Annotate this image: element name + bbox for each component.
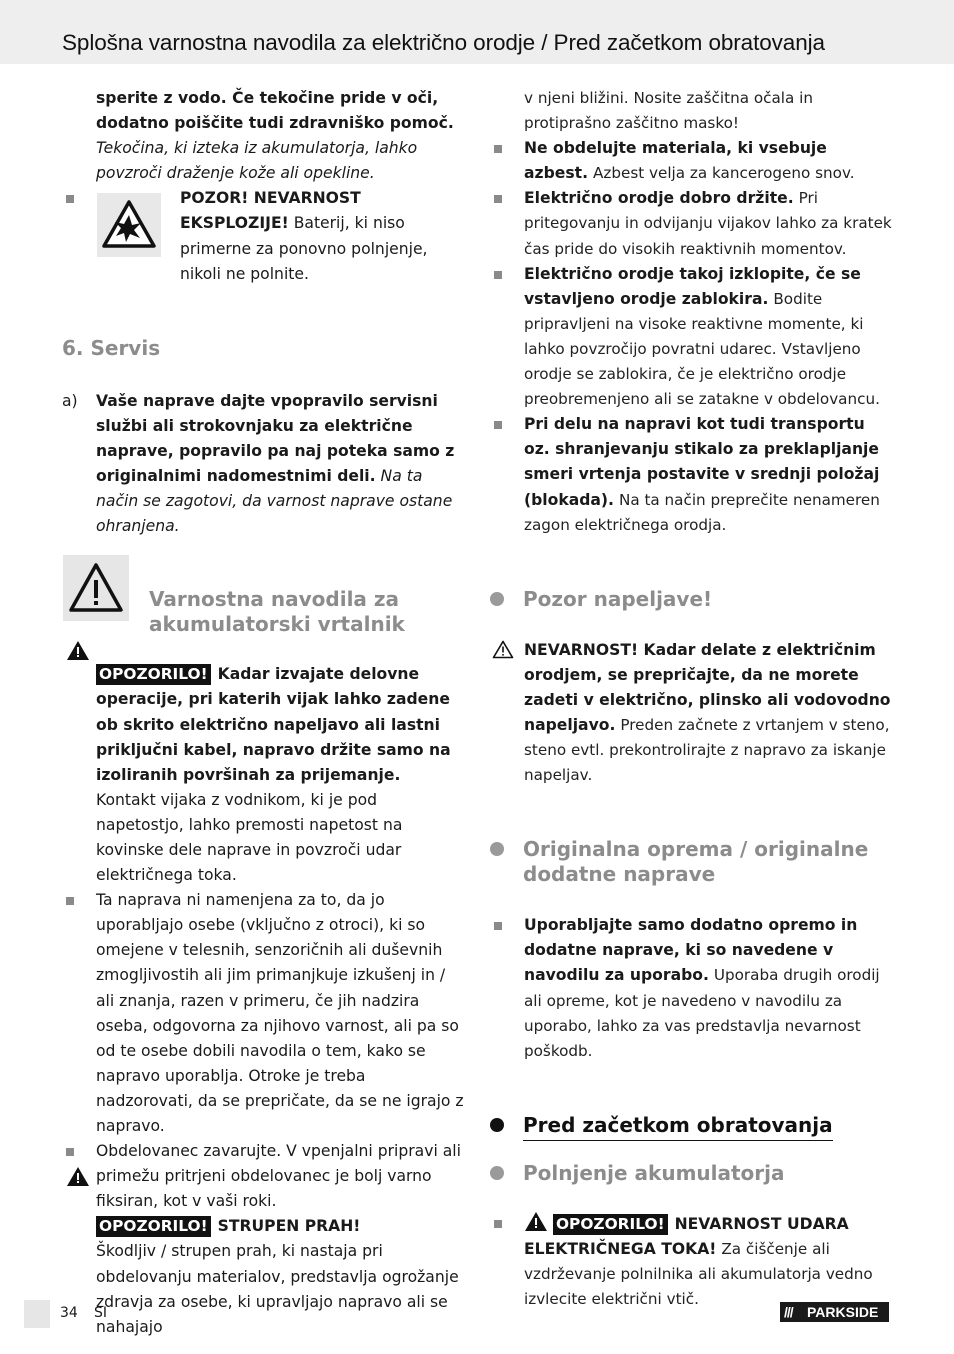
- heading-charging: Polnjenje akumulatorja: [490, 1161, 892, 1186]
- eye-contact-paragraph: sperite z vodo. Če tekočine pride v oči, dodatno poiščite tudi zdravniško pomoč. Tekočina, ki izteka iz akumulatorja, lahko povzroči draženje kože ali opekline.: [96, 89, 454, 183]
- list-item-hold-tool: Električno orodje dobro držite. Pri pritegovanju in odvijanju vijakov lahko za kratek čas pride do visokih reaktivnih momentov.: [490, 186, 892, 261]
- heading-before-operation: Pred začetkom obratovanja: [490, 1113, 892, 1141]
- caution-outline-icon: [492, 640, 514, 659]
- warning-tag-3: OPOZORILO!: [553, 1214, 668, 1235]
- danger-wiring: NEVARNOST! Kadar delate z električnim orodjem, se prepričajte, da ne morete zadeti v električno, plinsko ali vodovodno napeljavo. Preden začnete z vrtanjem v steno, steno evtl. prekontrolirajte z napravo za iskanje napeljav.: [490, 638, 892, 789]
- list-item-workpiece: Obdelovanec zavarujte. V vpenjalni pripravi ali primežu pritrjeni obdelovanec je bolj varno fiksiran, kot v vaši roki.: [62, 1139, 464, 1214]
- warning-2-text: Škodljiv / strupen prah, ki nastaja pri obdelovanju materialov, predstavlja ogrožanje zdravja za osebe, ki upravljajo napravo ali se nahajajo: [96, 1242, 459, 1336]
- language-code: SI: [94, 1305, 108, 1321]
- logo-slashes: ///: [784, 1304, 793, 1320]
- list-item-asbestos: Ne obdelujte materiala, ki vsebuje azbest. Azbest velja za kancerogeno snov.: [490, 136, 892, 186]
- servis-heading: 6. Servis: [62, 335, 161, 360]
- warning-triangle-icon: [63, 555, 129, 621]
- warning-hidden-wiring: [62, 662, 464, 888]
- explosion-warning-title: POZOR! NEVARNOST EKSPLOZIJE!: [180, 189, 361, 233]
- explosion-warning-text: Baterij, ki niso primerne za ponovno polnjenje, nikoli ne polnite.: [180, 214, 428, 283]
- page-title: Splošna varnostna navodila za električno orodje / Pred začetkom obratovanja: [62, 30, 825, 55]
- list-item-switch-off: Električno orodje takoj izklopite, če se vstavljeno orodje zablokira. Bodite pripravljeni na visoke reaktivne momente, ki lahko povzročijo povratni udarec. Vstavljeno orodje se zablokira, če je električno orodje preobremenjeno ali se zatakne v obdelovancu.: [490, 262, 892, 413]
- dust-continuation: v njeni bližini. Nosite zaščitna očala in protiprašno zaščitno masko!: [524, 89, 813, 133]
- left-column: [62, 86, 464, 1340]
- page-number: 34: [60, 1305, 78, 1321]
- right-column: [490, 86, 892, 1312]
- servis-item: [62, 389, 464, 540]
- warning-icon: [66, 640, 90, 661]
- warning-1-bold: Kadar izvajate delovne operacije, pri katerih vijak lahko zadene ob skrito električno napeljavo ali lastni priključni kabel, napravo držite samo na izoliranih površinah za prijemanje.: [96, 665, 451, 784]
- warning-1-text: Kontakt vijaka z vodnikom, ki je pod napetostjo, lahko premosti napetost na kovinske dele naprave in povzroči udar električnega toka.: [96, 790, 403, 885]
- logo-text: PARKSIDE: [807, 1304, 879, 1320]
- warning-tag-2: OPOZORILO!: [96, 1216, 211, 1237]
- warning-tag-1: OPOZORILO!: [96, 664, 211, 685]
- list-item-transport: Pri delu na napravi kot tudi transportu oz. shranjevanju stikalo za preklapljanje smeri vrtenja postavite v srednji položaj (blokada). Na ta način preprečite nenameren zagon električnega orodja.: [490, 412, 892, 537]
- bullet-dot-icon: [490, 1118, 504, 1132]
- list-item-accessories: Uporabljajte samo dodatno opremo in dodatne naprave, ki so navedene v navodilu za uporabo. Uporaba drugih orodij ali opreme, kot je navedeno v navodilu za uporabo, lahko za vas predstavlja nevarnost poškodb.: [490, 913, 892, 1064]
- warning-2-bold: STRUPEN PRAH!: [217, 1217, 361, 1236]
- bullet-dot-icon: [490, 842, 504, 856]
- heading-wiring: Pozor napeljave!: [490, 587, 892, 612]
- list-item-supervision: Ta naprava ni namenjena za to, da jo uporabljajo osebe (vključno z otroci), ki so omejene v telesnih, senzoričnih ali duševnih zmogljivostih ali jim primanjkuje izkušenj in / ali znanja, razen v primeru, če jih nadzira oseba, odgovorna za njihovo varnost, ali pa so od te osebe dobili navodila o tem, kako se napravo uporablja. Otroke je treba nadzorovati, da se prepričate, da se ne igrajo z napravo.: [62, 888, 464, 1139]
- warning-toxic-dust: [62, 1214, 464, 1339]
- servis-italic: Na ta način se zagotovi, da varnost naprave ostane ohranjena.: [96, 467, 453, 536]
- bullet-dot-icon: [490, 592, 504, 606]
- page-header: [0, 0, 954, 64]
- eye-contact-italic: Tekočina, ki izteka iz akumulatorja, lahko povzroči draženje kože ali opekline.: [96, 139, 418, 183]
- warning-electric-shock: OPOZORILO! NEVARNOST UDARA ELEKTRIČNEGA TOKA! Za čiščenje ali vzdrževanje polnilnika ali akumulatorja vedno izvlecite električni vtič.: [490, 1211, 892, 1312]
- heading-original-equipment: Originalna oprema / originalne dodatne naprave: [490, 837, 892, 887]
- warning-icon: [524, 1211, 548, 1232]
- servis-bold: Vaše naprave dajte vpopravilo servisni službi ali strokovnjaku za električne naprave, popravilo pa naj poteka samo z originalnimi nadomestnimi deli.: [96, 391, 455, 486]
- drill-safety-heading: Varnostna navodila za akumulatorski vrtalnik: [149, 587, 405, 637]
- servis-label: a): [62, 391, 78, 410]
- parkside-logo: [780, 1302, 889, 1322]
- explosion-icon: [97, 193, 161, 257]
- bullet-dot-icon: [490, 1166, 504, 1180]
- warning-icon: [66, 1166, 90, 1187]
- page-number-box: [24, 1300, 50, 1328]
